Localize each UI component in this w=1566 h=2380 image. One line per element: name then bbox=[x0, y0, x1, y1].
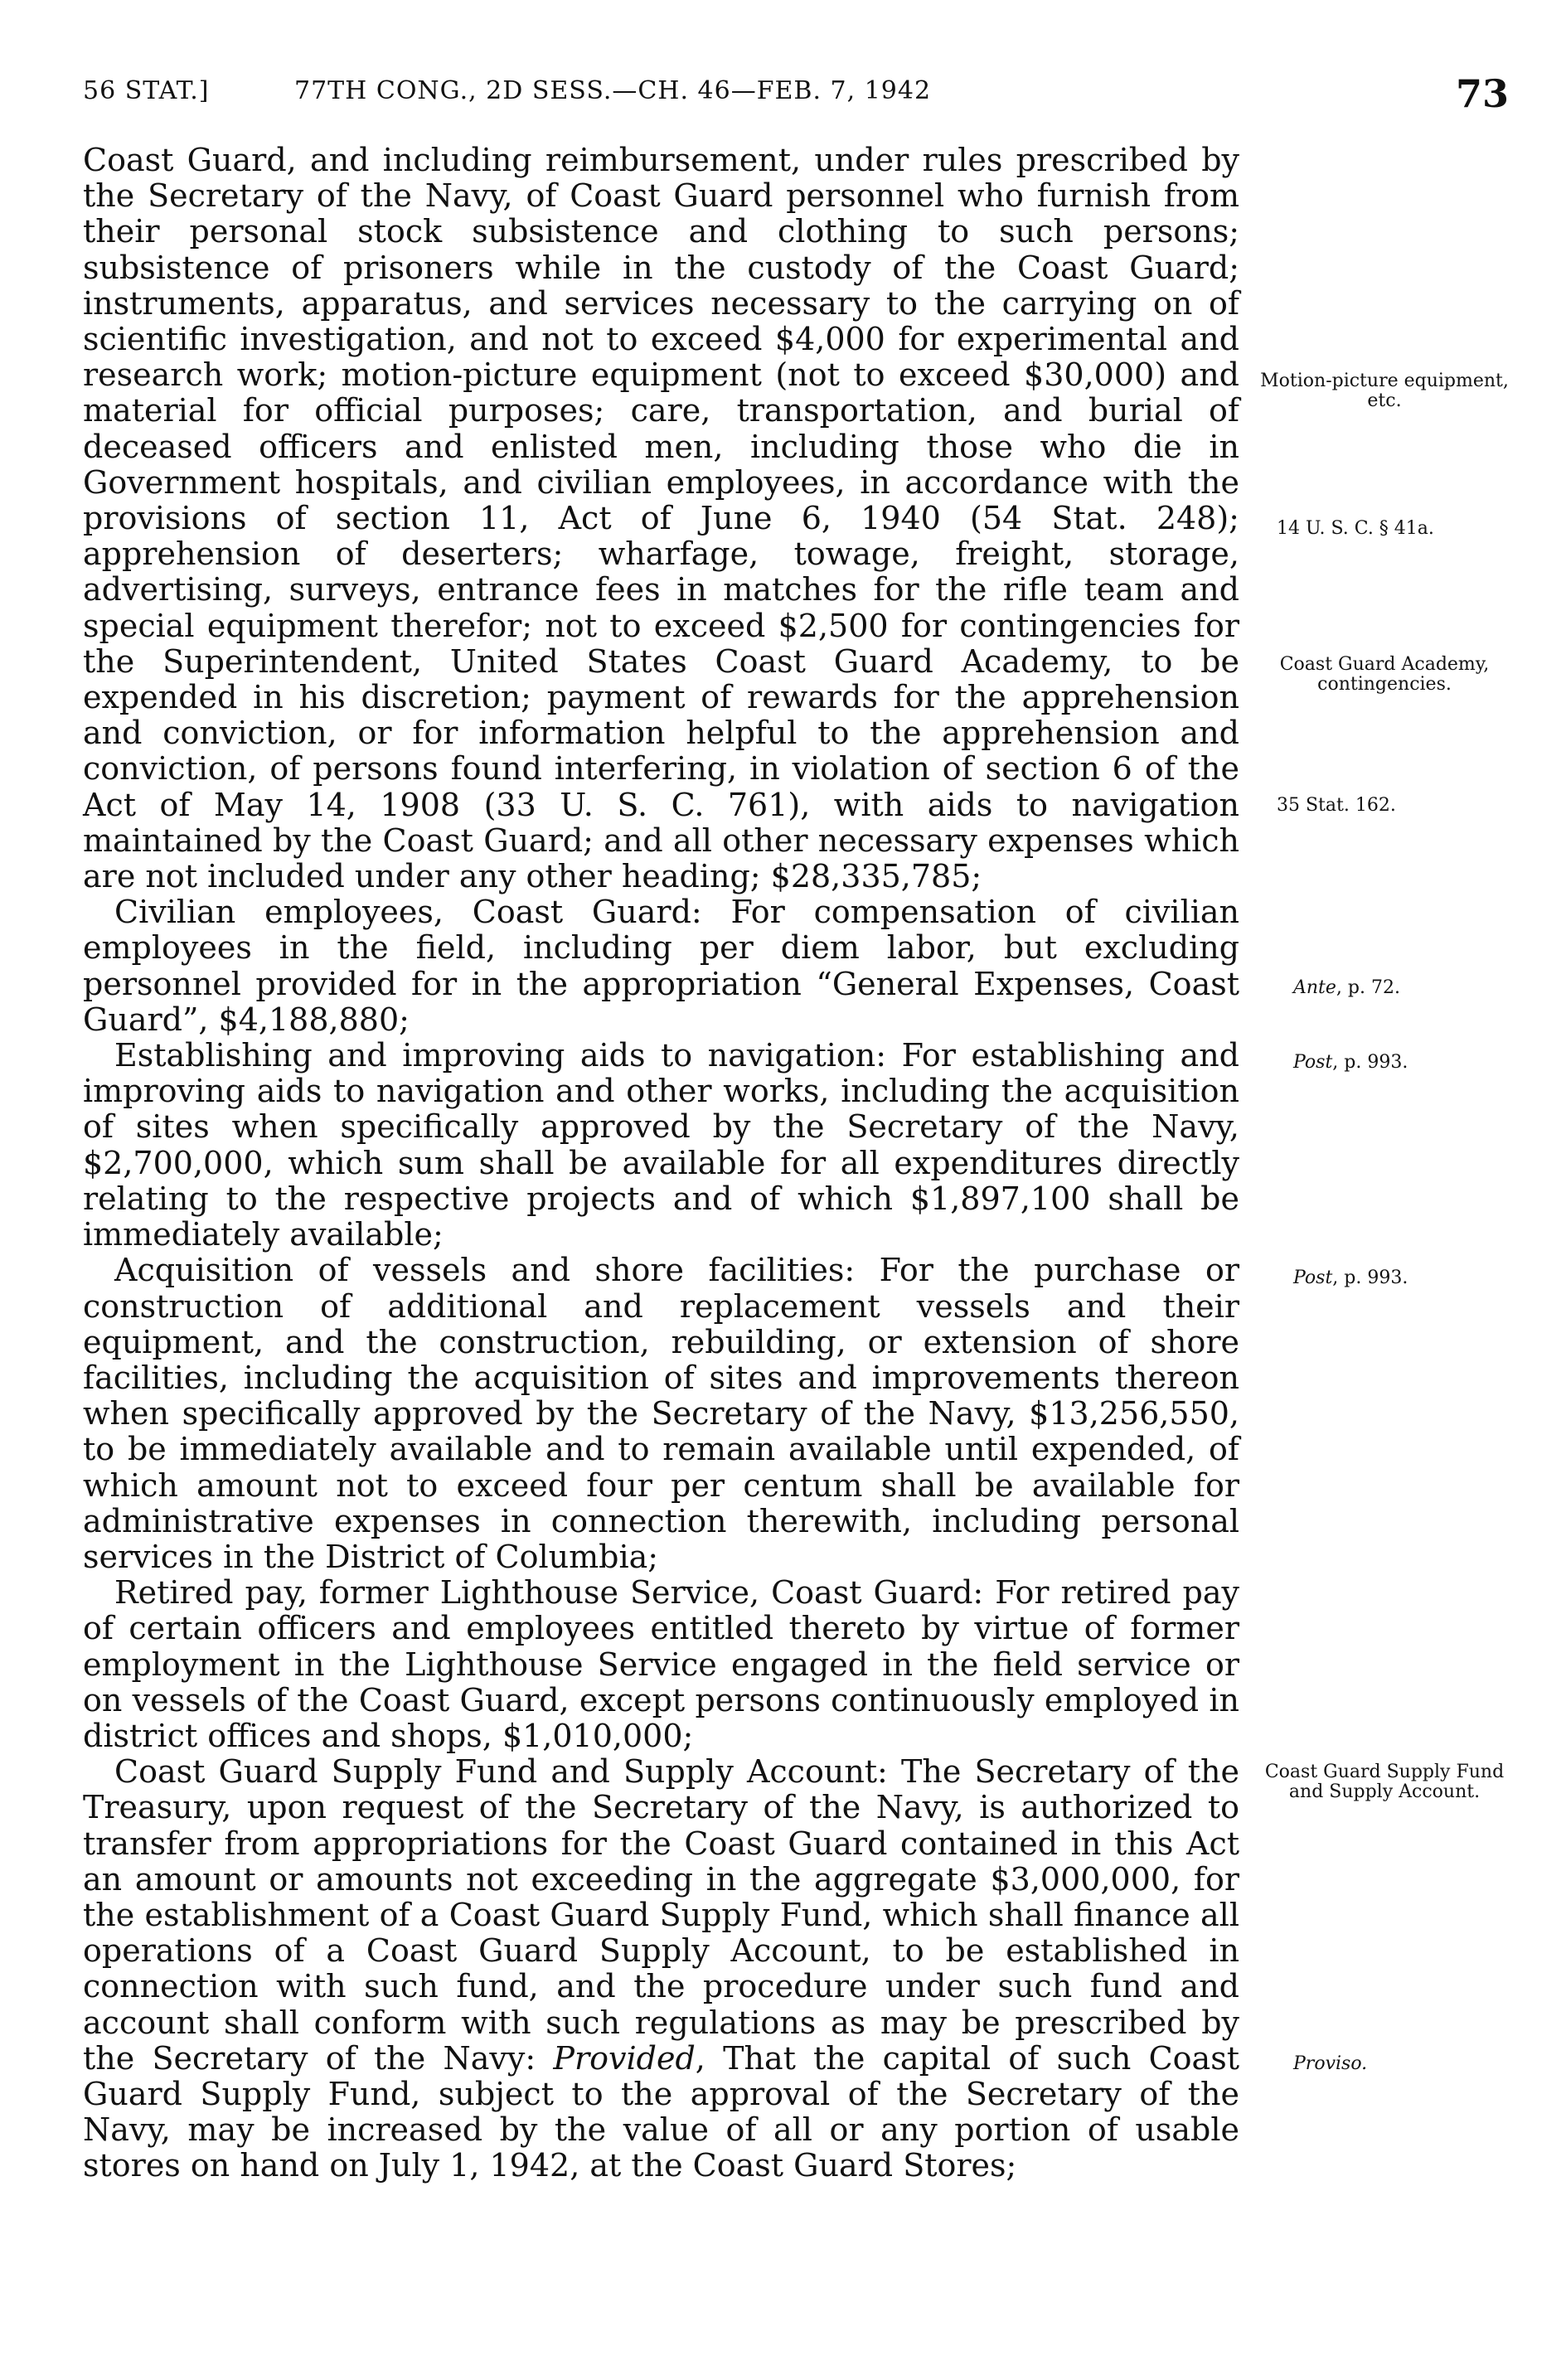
statute-volume: 56 STAT.] bbox=[83, 76, 210, 105]
supply-fund-proviso-text: , That the capital of such Coast Guard Supply Fund, subject to the approval of the Secretary of the Navy, may be increased by the value of all or any portion of usable stores on hand on July 1, 1942, at the Coast Guard Stores; bbox=[83, 2039, 1239, 2184]
note-motion-picture: Motion-picture equipment, etc. bbox=[1260, 371, 1509, 411]
post-page-2: , p. 993. bbox=[1332, 1268, 1408, 1288]
ante-page: , p. 72. bbox=[1336, 977, 1400, 998]
paragraph-civilian-employees: Civilian employees, Coast Guard: For compensation of civilian employees in the field, including per diem labor, but excluding personnel provided for in the appropriation “General Expenses, Coast Guard”, $4,188,880; bbox=[83, 894, 1239, 1038]
provided-word: Provided bbox=[553, 2039, 696, 2077]
ante-word: Ante bbox=[1293, 977, 1336, 998]
note-ante-reference bbox=[1293, 978, 1542, 998]
paragraph-general-expenses: Coast Guard, and including reimbursement, under rules prescribed by the Secretary of the Navy, of Coast Guard personnel who furnish from their personal stock subsistence and clothing to such persons; subsistence of prisoners while in the custody of the Coast Guard; instruments, apparatus, and services necessary to the carrying on of scientific investigation, and not to exceed $4,000 for experimental and research work; motion-picture equipment (not to exceed $30,000) and material for official purposes; care, transportation, and burial of deceased officers and enlisted men, including those who die in Government hospitals, and civilian employees, in accordance with the provisions of section 11, Act of June 6, 1940 (54 Stat. 248); apprehension of deserters; wharfage, towage, freight, storage, advertising, surveys, entrance fees in matches for the rifle team and special equipment therefor; not to exceed $2,500 for contingencies for the Superintendent, United States Coast Guard Academy, to be expended in his discretion; payment of rewards for the apprehension and conviction, or for information helpful to the apprehension and conviction, of persons found interfering, in violation of section 6 of the Act of May 14, 1908 (33 U. S. C. 761), with aids to navigation maintained by the Coast Guard; and all other necessary expenses which are not included under any other heading; $28,335,785; bbox=[83, 142, 1239, 895]
supply-fund-text: Coast Guard Supply Fund and Supply Account: The Secretary of the Treasury, upon request of the Secretary of the Navy, is authorized to transfer from appropriations for the Coast Guard contained in this Act an amount or amounts not exceeding in the aggregate $3,000,000, for the establishment of a Coast Guard Supply Fund, which shall finance all operations of a Coast Guard Supply Account, to be established in connection with such fund, and the procedure under such fund and account shall conform with such regulations as may be prescribed by the Secretary of the Navy: bbox=[83, 1753, 1239, 2077]
main-text bbox=[83, 143, 1239, 2184]
note-academy-contingencies: Coast Guard Academy, contingencies. bbox=[1279, 654, 1490, 695]
note-proviso: Proviso. bbox=[1293, 2053, 1368, 2074]
page-number: 73 bbox=[1455, 71, 1509, 116]
session-chapter-date: 77TH CONG., 2D SESS.—CH. 46—FEB. 7, 1942 bbox=[294, 76, 932, 105]
paragraph-aids-to-navigation: Establishing and improving aids to navigation: For establishing and improving aids to navigation and other works, including the acquisition of sites when specifically approved by the Secretary of the Navy, $2,700,000, which sum shall be available for all expenditures directly relating to the respective projects and of which $1,897,100 shall be immediately available; bbox=[83, 1037, 1239, 1253]
post-page-1: , p. 993. bbox=[1332, 1052, 1408, 1073]
note-post-reference-1 bbox=[1293, 1053, 1542, 1073]
note-supply-fund: Coast Guard Supply Fund and Supply Account. bbox=[1264, 1762, 1505, 1802]
margin-notes bbox=[1260, 0, 1509, 2380]
note-post-reference-2 bbox=[1293, 1268, 1542, 1288]
note-stat-reference: 35 Stat. 162. bbox=[1277, 795, 1396, 816]
post-word-1: Post bbox=[1293, 1052, 1333, 1073]
note-usc-reference: 14 U. S. C. § 41a. bbox=[1277, 518, 1434, 539]
paragraph-retired-pay: Retired pay, former Lighthouse Service, Coast Guard: For retired pay of certain officers and employees entitled thereto by virtue of former employment in the Lighthouse Service engaged in the field service or on vessels of the Coast Guard, except persons continuously employed in district offices and shops, $1,010,000; bbox=[83, 1574, 1239, 1754]
paragraph-vessels-shore-facilities: Acquisition of vessels and shore facilities: For the purchase or construction of additional and replacement vessels and their equipment, and the construction, rebuilding, or extension of shore facilities, including the acquisition of sites and improvements thereon when specifically approved by the Secretary of the Navy, $13,256,550, to be immediately available and to remain available until expended, of which amount not to exceed four per centum shall be available for administrative expenses in connection therewith, including personal services in the District of Columbia; bbox=[83, 1252, 1239, 1575]
post-word-2: Post bbox=[1293, 1268, 1333, 1288]
paragraph-supply-fund bbox=[83, 1754, 1239, 2184]
